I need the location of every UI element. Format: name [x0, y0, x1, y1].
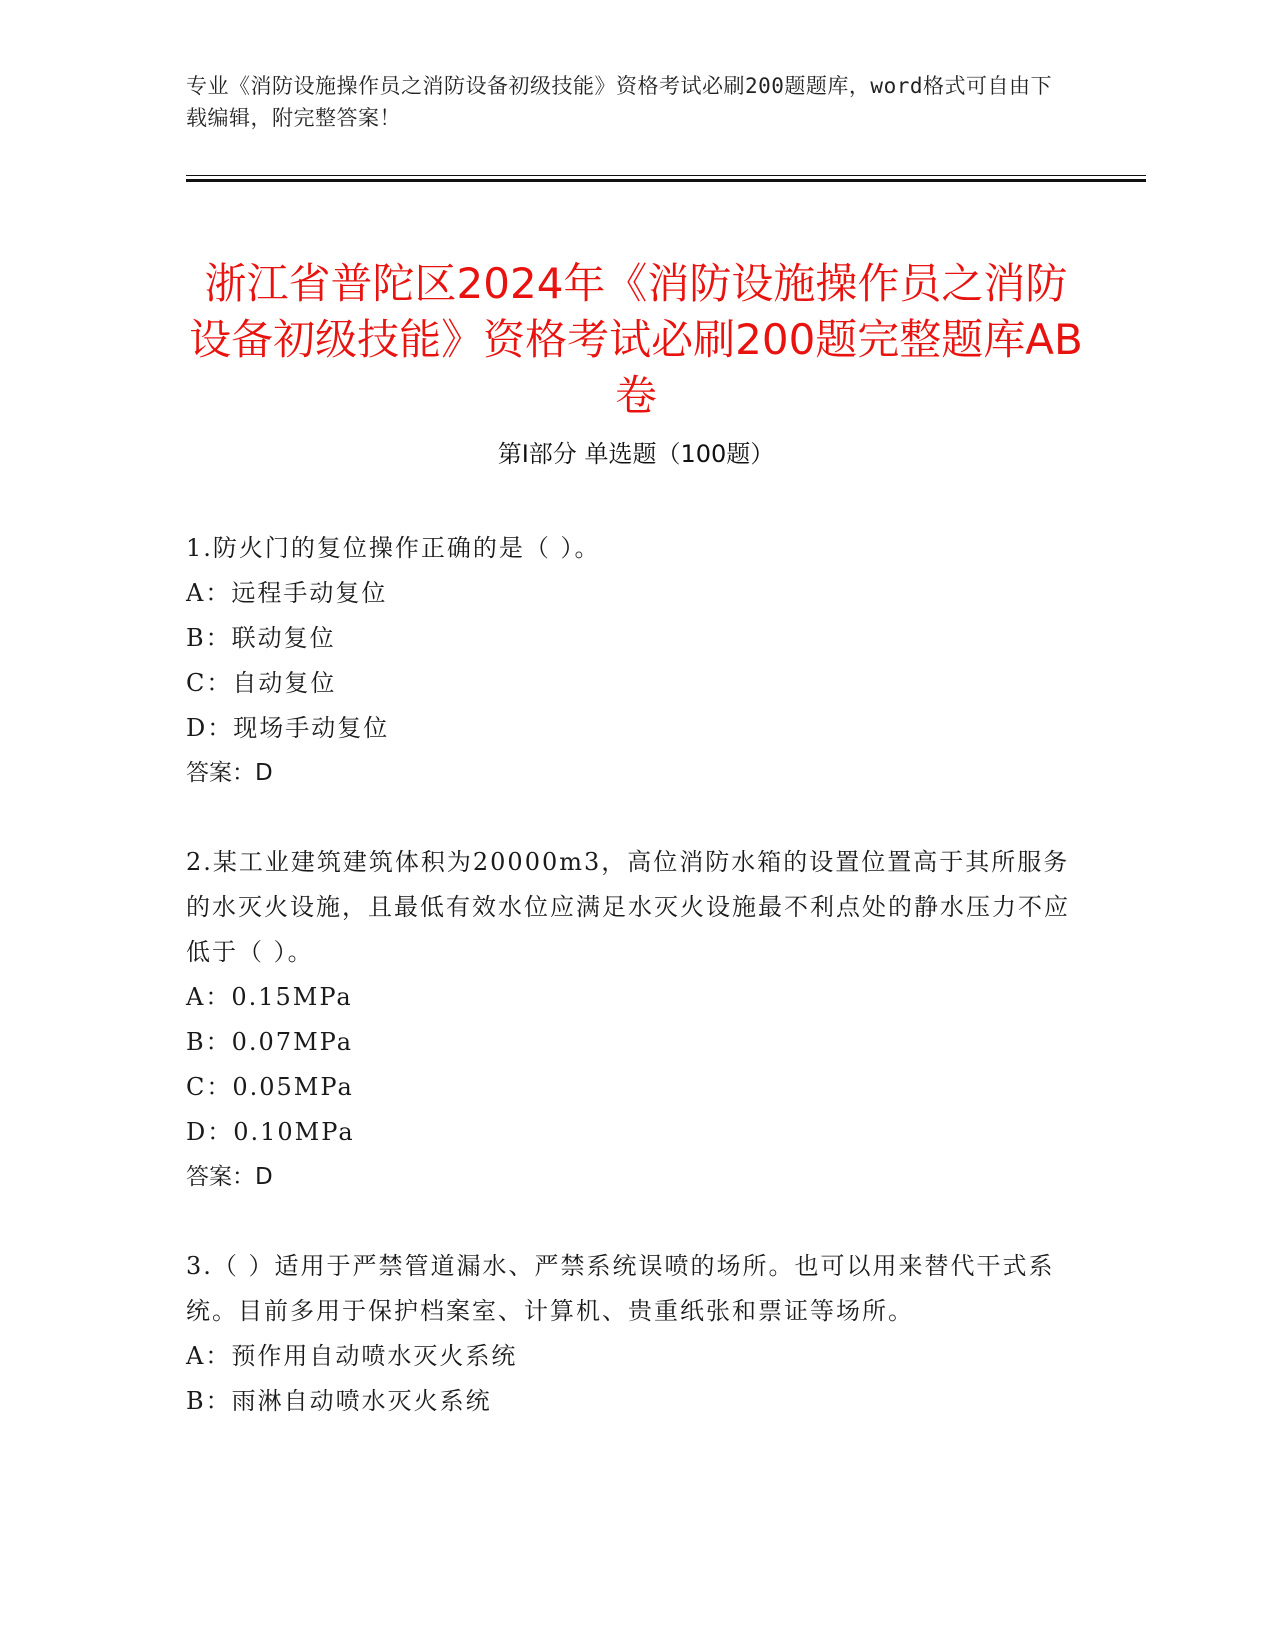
option-b: B：联动复位 — [186, 624, 336, 652]
question-list — [186, 526, 1086, 1468]
option-c: C：0.05MPa — [186, 1073, 354, 1101]
question-stem: 3.（ ）适用于严禁管道漏水、严禁系统误喷的场所。也可以用来替代干式系统。目前多用于保护档案室、计算机、贵重纸张和票证等场所。 — [186, 1252, 1055, 1325]
option-c: C：自动复位 — [186, 669, 337, 697]
option-a: A：预作用自动喷水灭火系统 — [186, 1342, 518, 1370]
header-note: 专业《消防设施操作员之消防设备初级技能》资格考试必刷200题题库，word格式可自由下载编辑，附完整答案！ — [186, 74, 1052, 130]
option-a: A：0.15MPa — [186, 983, 353, 1011]
question-stem: 1.防火门的复位操作正确的是（ ）。 — [186, 534, 601, 562]
header-divider-thick — [186, 179, 1146, 182]
option-a: A：远程手动复位 — [186, 579, 388, 607]
section-title: 第Ⅰ部分 单选题（100题） — [497, 440, 775, 468]
question-stem: 2.某工业建筑建筑体积为20000m3，高位消防水箱的设置位置高于其所服务的水灭火设施，且最低有效水位应满足水灭火设施最不利点处的静水压力不应低于（ ）。 — [186, 848, 1070, 966]
question-2 — [186, 840, 1086, 1200]
document-title: 浙江省普陀区2024年《消防设施操作员之消防设备初级技能》资格考试必刷200题完整题库AB卷 — [189, 259, 1083, 421]
option-d: D：现场手动复位 — [186, 714, 390, 742]
answer: 答案：D — [186, 760, 273, 786]
option-b: B：0.07MPa — [186, 1028, 354, 1056]
option-b: B：雨淋自动喷水灭火系统 — [186, 1387, 492, 1415]
answer: 答案：D — [186, 1164, 273, 1190]
option-d: D：0.10MPa — [186, 1118, 355, 1146]
question-1 — [186, 526, 1086, 796]
question-3 — [186, 1244, 1086, 1424]
header-divider-thin — [186, 175, 1146, 176]
